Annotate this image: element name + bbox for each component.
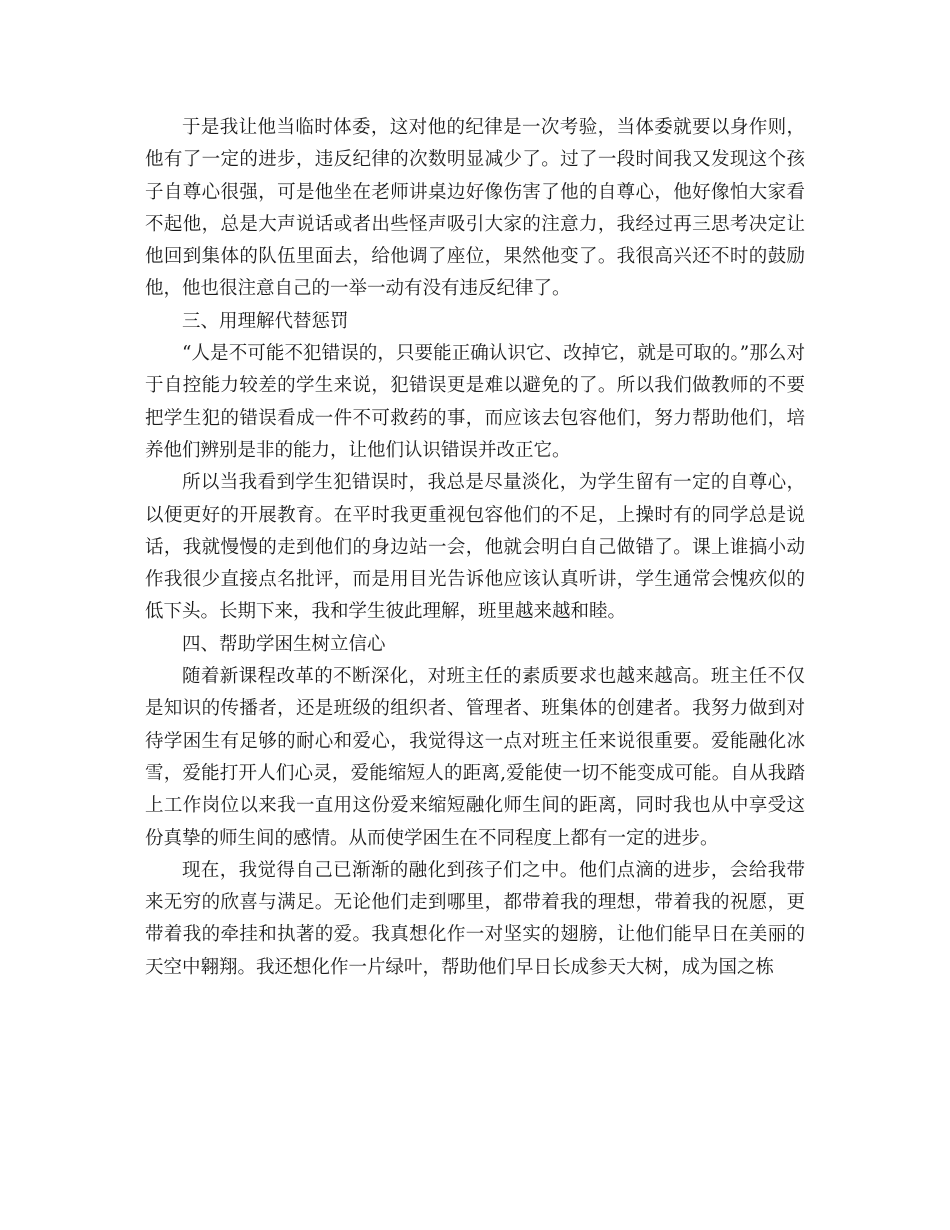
paragraph: 随着新课程改革的不断深化，对班主任的素质要求也越来越高。班主任不仅是知识的传播者，还是班级的组织者、管理者、班集体的创建者。我努力做到对待学困生有足够的耐心和爱心，我觉得这一点对班主任来说很重要。爱能融化冰雪，爱能打开人们心灵，爱能缩短人的距离,爱能使一切不能变成可能。自从我踏上工作岗位以来我一直用这份爱来缩短融化师生间的距离，同时我也从中享受这份真挚的师生间的感情。从而使学困生在不同程度上都有一定的进步。 [145,666,805,849]
section-heading: 四、帮助学困生树立信心 [182,633,386,655]
paragraph: 所以当我看到学生犯错误时，我总是尽量淡化，为学生留有一定的自尊心，以便更好的开展教育。在平时我更重视包容他们的不足，上操时有的同学总是说话，我就慢慢的走到他们的身边站一会，他就会明白自己做错了。课上谁搞小动作我很少直接点名批评，而是用目光告诉他应该认真听讲，学生通常会愧疚似的低下头。长期下来，我和学生彼此理解，班里越来越和睦。 [145,472,805,623]
paragraph: 现在，我觉得自己已渐渐的融化到孩子们之中。他们点滴的进步，会给我带来无穷的欣喜与满足。无论他们走到哪里，都带着我的理想，带着我的祝愿，更带着我的牵挂和执著的爱。我真想化作一对坚实的翅膀，让他们能早日在美丽的天空中翱翔。我还想化作一片绿叶，帮助他们早日长成参天大树，成为国之栋 [145,859,805,978]
document-body [145,112,805,984]
paragraph: 于是我让他当临时体委，这对他的纪律是一次考验，当体委就要以身作则，他有了一定的进步，违反纪律的次数明显减少了。过了一段时间我又发现这个孩子自尊心很强，可是他坐在老师讲桌边好像伤害了他的自尊心，他好像怕大家看不起他，总是大声说话或者出些怪声吸引大家的注意力，我经过再三思考决定让他回到集体的队伍里面去，给他调了座位，果然他变了。我很高兴还不时的鼓励他，他也很注意自己的一举一动有没有违反纪律了。 [145,117,805,300]
section-heading: 三、用理解代替惩罚 [182,310,349,332]
paragraph: “人是不可能不犯错误的，只要能正确认识它、改掉它，就是可取的。”那么对于自控能力较差的学生来说，犯错误更是难以避免的了。所以我们做教师的不要把学生犯的错误看成一件不可救药的事，而应该去包容他们，努力帮助他们，培养他们辨别是非的能力，让他们认识错误并改正它。 [145,343,805,461]
